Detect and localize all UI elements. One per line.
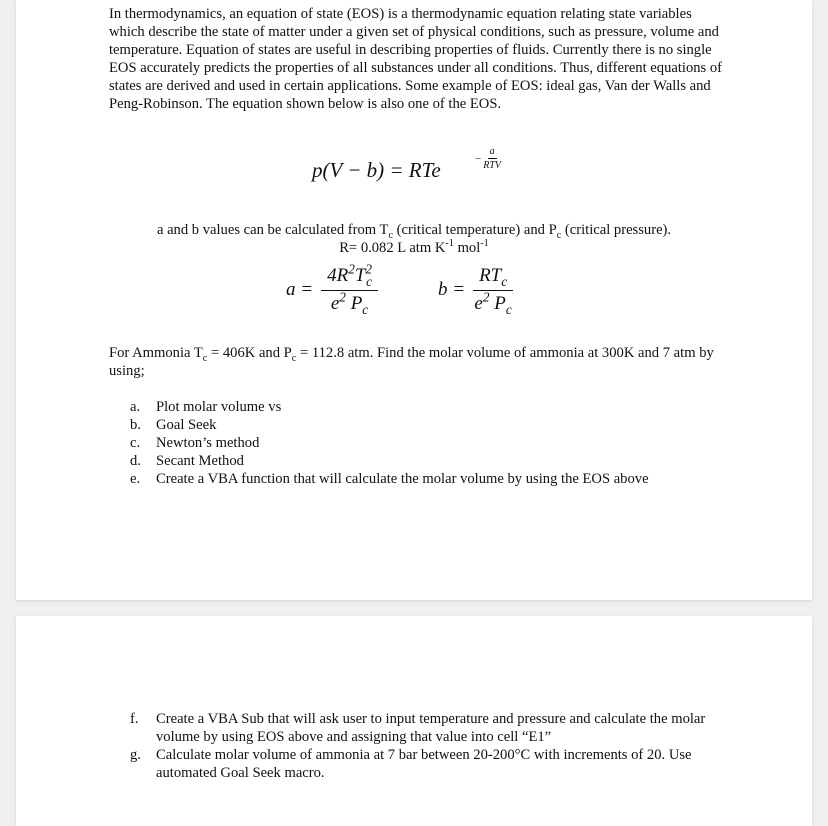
gas-constant-line — [16, 239, 812, 257]
equation-lhs: p(V − b) = RTe — [312, 158, 441, 182]
task-item — [130, 434, 716, 452]
task-label: e. — [130, 471, 141, 487]
task-text: Calculate molar volume of ammonia at 7 bar between 20-200°C with increments of 20. Use automated Goal Seek macro. — [156, 747, 692, 781]
gas-constant-sup: -1 — [445, 238, 454, 250]
task-item — [130, 398, 716, 416]
exponent-sign: − — [475, 152, 482, 165]
task-label: c. — [130, 435, 141, 451]
task-label: f. — [130, 711, 139, 727]
exponent-numerator: a — [489, 146, 495, 157]
b-formula-numerator: $RT_c$ — [473, 266, 513, 291]
ab-subscript: c — [388, 229, 393, 241]
task-label: g. — [130, 747, 141, 763]
gas-constant-text: mol — [453, 240, 481, 256]
task-list-page-2 — [130, 710, 716, 782]
task-text: Create a VBA Sub that will ask user to input temperature and pressure and calculate the molar volume by using EOS above and assigning that value into cell “E1” — [156, 711, 706, 745]
task-item — [130, 470, 716, 488]
task-text: Secant Method — [156, 453, 244, 469]
task-item — [130, 710, 716, 746]
task-text: Plot molar volume vs — [156, 399, 282, 415]
task-list-page-1 — [130, 398, 716, 488]
b-formula-denominator: $e^2$ $P_c$ — [474, 289, 512, 317]
ab-formulas — [286, 261, 513, 317]
b-formula-fraction — [473, 266, 513, 315]
task-item — [130, 746, 716, 782]
ab-subscript: c — [556, 229, 562, 241]
task-label: a. — [130, 399, 141, 415]
a-formula-fraction — [321, 261, 378, 317]
task-item — [130, 452, 716, 470]
ab-text-part: a and b values can be calculated from T — [156, 222, 389, 238]
b-formula-lhs: b = — [437, 279, 466, 301]
problem-statement: For Ammonia $T_c = 406K$ and $P_c = 112.8$ atm. Find the molar volume of ammonia at 300K and 7 atm by using; — [109, 345, 714, 379]
ab-text-part: (critical temperature) and P — [393, 222, 557, 238]
gas-constant-sup: -1 — [480, 238, 489, 250]
equation-exponent — [475, 146, 501, 171]
task-text: Newton’s method — [156, 435, 260, 451]
task-label: b. — [130, 417, 141, 433]
task-text: Create a VBA function that will calculate the molar volume by using the EOS above — [156, 471, 649, 487]
a-formula-lhs: a = — [286, 279, 314, 301]
document-page-1 — [16, 0, 812, 600]
main-equation — [312, 146, 501, 183]
a-formula-denominator: $e^2$ $P_c$ — [330, 289, 369, 317]
ab-text-part: (critical pressure). — [561, 222, 672, 238]
exponent-denominator: RTV — [483, 160, 501, 171]
task-label: d. — [130, 453, 141, 469]
document-page-2 — [16, 616, 812, 826]
ab-description-line — [16, 221, 812, 239]
task-item — [130, 416, 716, 434]
intro-paragraph: In thermodynamics, an equation of state (EOS) is a thermodynamic equation relating state variables which describe the state of matter under a given set of physical conditions, such as pressure, volume and temperature. Equation of states are useful in describing properties of fluids. Currently there is no single EOS accurately predicts the properties of all substances under all conditions. Thus, different equations of states are derived and used in certain applications. Some example of EOS: ideal gas, Van der Walls and Peng-Robinson. The equation shown below is also one of the EOS. — [109, 6, 723, 112]
exponent-fraction — [483, 146, 501, 171]
task-text: Goal Seek — [156, 417, 217, 433]
gas-constant-text: R= 0.082 L atm K — [339, 240, 446, 256]
a-formula-numerator: $4R^2T^2_c$ — [321, 266, 378, 291]
